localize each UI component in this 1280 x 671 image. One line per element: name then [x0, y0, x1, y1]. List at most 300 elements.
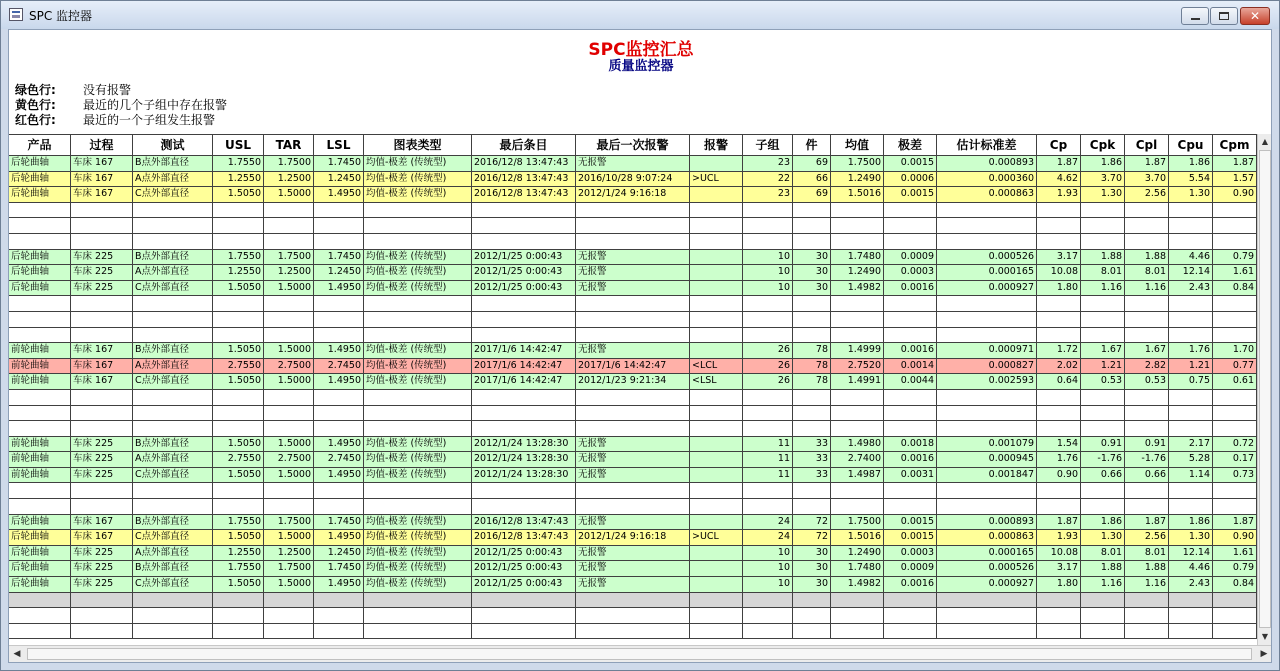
table-cell[interactable] [831, 421, 884, 436]
table-cell[interactable] [937, 218, 1037, 233]
table-cell[interactable] [937, 421, 1037, 436]
table-cell[interactable]: 1.87 [1125, 515, 1169, 530]
table-cell[interactable]: 均值-极差 (传统型) [364, 343, 472, 358]
table-cell[interactable]: 1.7450 [314, 250, 364, 265]
table-cell[interactable]: 1.88 [1125, 250, 1169, 265]
table-cell[interactable]: 1.4950 [314, 468, 364, 483]
table-cell[interactable]: 2.43 [1169, 281, 1213, 296]
table-cell[interactable]: 78 [793, 359, 831, 374]
table-cell[interactable] [884, 406, 937, 421]
table-cell[interactable] [743, 218, 793, 233]
table-cell[interactable] [1213, 499, 1257, 514]
table-cell[interactable] [472, 203, 576, 218]
table-cell[interactable]: 0.72 [1213, 437, 1257, 452]
table-cell[interactable]: 1.4999 [831, 343, 884, 358]
table-cell[interactable] [213, 328, 264, 343]
table-cell[interactable]: 1.5016 [831, 530, 884, 545]
table-cell[interactable] [133, 203, 213, 218]
table-cell[interactable] [884, 483, 937, 498]
table-cell[interactable]: 8.01 [1081, 265, 1125, 280]
table-cell[interactable]: 1.5050 [213, 530, 264, 545]
table-cell[interactable] [576, 593, 690, 608]
table-cell[interactable]: 23 [743, 156, 793, 171]
table-cell[interactable]: 0.000927 [937, 281, 1037, 296]
table-cell[interactable] [793, 328, 831, 343]
table-cell[interactable]: 车床 225 [71, 468, 133, 483]
table-cell[interactable]: 2.7450 [314, 452, 364, 467]
table-cell[interactable] [314, 234, 364, 249]
table-cell[interactable] [690, 608, 743, 623]
table-cell[interactable] [690, 156, 743, 171]
table-cell[interactable] [831, 296, 884, 311]
table-cell[interactable]: 1.61 [1213, 265, 1257, 280]
table-cell[interactable]: 1.7500 [831, 515, 884, 530]
table-cell[interactable]: 无报警 [576, 577, 690, 592]
table-row[interactable] [9, 593, 1257, 609]
table-cell[interactable] [1081, 312, 1125, 327]
table-cell[interactable]: 1.7480 [831, 250, 884, 265]
table-cell[interactable] [133, 328, 213, 343]
table-cell[interactable] [831, 483, 884, 498]
table-cell[interactable] [364, 483, 472, 498]
table-cell[interactable] [213, 421, 264, 436]
table-cell[interactable] [690, 234, 743, 249]
table-cell[interactable]: 1.7550 [213, 250, 264, 265]
table-row[interactable] [9, 172, 1257, 188]
table-cell[interactable]: 1.4982 [831, 577, 884, 592]
table-cell[interactable]: 1.86 [1169, 156, 1213, 171]
table-cell[interactable]: 1.7480 [831, 561, 884, 576]
table-cell[interactable] [743, 421, 793, 436]
table-cell[interactable] [793, 483, 831, 498]
table-cell[interactable] [364, 218, 472, 233]
table-cell[interactable] [690, 421, 743, 436]
table-cell[interactable]: 1.2490 [831, 172, 884, 187]
table-cell[interactable] [1169, 499, 1213, 514]
table-cell[interactable] [213, 234, 264, 249]
table-cell[interactable]: 均值-极差 (传统型) [364, 530, 472, 545]
table-cell[interactable] [71, 406, 133, 421]
table-cell[interactable]: 后轮曲轴 [9, 156, 71, 171]
table-cell[interactable]: 1.21 [1081, 359, 1125, 374]
table-cell[interactable] [1125, 421, 1169, 436]
table-cell[interactable]: 1.80 [1037, 281, 1081, 296]
table-cell[interactable]: C点外部直径 [133, 187, 213, 202]
table-cell[interactable] [793, 312, 831, 327]
table-cell[interactable] [133, 390, 213, 405]
table-cell[interactable]: 均值-极差 (传统型) [364, 468, 472, 483]
table-cell[interactable]: 后轮曲轴 [9, 515, 71, 530]
table-cell[interactable] [793, 608, 831, 623]
table-cell[interactable] [576, 390, 690, 405]
table-cell[interactable]: 2.56 [1125, 187, 1169, 202]
table-cell[interactable]: 0.90 [1213, 530, 1257, 545]
table-cell[interactable]: 5.54 [1169, 172, 1213, 187]
table-cell[interactable] [831, 406, 884, 421]
table-cell[interactable] [1037, 624, 1081, 639]
table-cell[interactable] [831, 218, 884, 233]
table-cell[interactable] [690, 437, 743, 452]
table-cell[interactable]: 车床 225 [71, 250, 133, 265]
table-cell[interactable] [576, 203, 690, 218]
table-cell[interactable] [1213, 593, 1257, 608]
table-cell[interactable] [1213, 203, 1257, 218]
table-cell[interactable]: -1.76 [1081, 452, 1125, 467]
table-cell[interactable]: 后轮曲轴 [9, 172, 71, 187]
table-cell[interactable] [1125, 296, 1169, 311]
table-cell[interactable]: 车床 167 [71, 530, 133, 545]
table-cell[interactable] [9, 328, 71, 343]
table-cell[interactable]: 0.84 [1213, 281, 1257, 296]
table-cell[interactable] [472, 312, 576, 327]
table-cell[interactable] [213, 608, 264, 623]
column-header[interactable]: 报警 [690, 135, 743, 155]
table-cell[interactable]: 1.2500 [264, 172, 314, 187]
table-cell[interactable]: 均值-极差 (传统型) [364, 172, 472, 187]
table-cell[interactable] [364, 406, 472, 421]
table-cell[interactable]: 0.0003 [884, 265, 937, 280]
table-cell[interactable] [472, 499, 576, 514]
table-cell[interactable]: 1.4950 [314, 281, 364, 296]
column-header[interactable]: 均值 [831, 135, 884, 155]
table-cell[interactable] [1125, 483, 1169, 498]
table-cell[interactable] [1213, 624, 1257, 639]
table-cell[interactable]: 24 [743, 515, 793, 530]
table-row[interactable] [9, 374, 1257, 390]
table-cell[interactable] [472, 608, 576, 623]
table-cell[interactable] [472, 296, 576, 311]
table-cell[interactable]: 30 [793, 281, 831, 296]
table-cell[interactable] [1081, 296, 1125, 311]
scroll-down-icon[interactable]: ▼ [1261, 632, 1269, 641]
table-row[interactable] [9, 390, 1257, 406]
table-cell[interactable]: 均值-极差 (传统型) [364, 281, 472, 296]
table-cell[interactable] [264, 218, 314, 233]
minimize-button[interactable] [1181, 7, 1209, 25]
table-cell[interactable] [831, 328, 884, 343]
table-cell[interactable] [213, 203, 264, 218]
table-cell[interactable]: 26 [743, 359, 793, 374]
table-cell[interactable]: 2.43 [1169, 577, 1213, 592]
table-cell[interactable] [133, 296, 213, 311]
table-cell[interactable] [690, 296, 743, 311]
table-cell[interactable]: 69 [793, 156, 831, 171]
table-cell[interactable] [937, 312, 1037, 327]
column-header[interactable]: Cpk [1081, 135, 1125, 155]
table-cell[interactable]: 2016/12/8 13:47:43 [472, 515, 576, 530]
table-cell[interactable] [576, 499, 690, 514]
table-cell[interactable]: B点外部直径 [133, 250, 213, 265]
table-cell[interactable] [743, 483, 793, 498]
table-cell[interactable]: 车床 225 [71, 452, 133, 467]
column-header[interactable]: 图表类型 [364, 135, 472, 155]
table-cell[interactable]: 1.4991 [831, 374, 884, 389]
table-cell[interactable]: 1.86 [1169, 515, 1213, 530]
table-cell[interactable]: 0.000360 [937, 172, 1037, 187]
table-cell[interactable] [793, 296, 831, 311]
table-cell[interactable]: 1.16 [1125, 281, 1169, 296]
table-cell[interactable] [133, 234, 213, 249]
table-cell[interactable]: 0.91 [1125, 437, 1169, 452]
table-cell[interactable]: 10 [743, 561, 793, 576]
table-cell[interactable] [743, 234, 793, 249]
table-cell[interactable]: 1.4950 [314, 577, 364, 592]
table-cell[interactable] [884, 499, 937, 514]
table-cell[interactable]: 1.2450 [314, 546, 364, 561]
table-cell[interactable] [1037, 483, 1081, 498]
table-cell[interactable] [793, 203, 831, 218]
table-cell[interactable]: 72 [793, 515, 831, 530]
table-cell[interactable] [1213, 312, 1257, 327]
table-cell[interactable] [364, 421, 472, 436]
table-cell[interactable] [576, 624, 690, 639]
table-cell[interactable] [831, 203, 884, 218]
table-cell[interactable]: 1.67 [1081, 343, 1125, 358]
table-cell[interactable] [1081, 593, 1125, 608]
table-cell[interactable]: 1.5050 [213, 281, 264, 296]
table-cell[interactable]: 前轮曲轴 [9, 374, 71, 389]
column-header[interactable]: 极差 [884, 135, 937, 155]
table-cell[interactable] [1213, 218, 1257, 233]
column-header[interactable]: USL [213, 135, 264, 155]
table-cell[interactable]: 0.002593 [937, 374, 1037, 389]
table-cell[interactable] [213, 296, 264, 311]
table-cell[interactable]: 0.64 [1037, 374, 1081, 389]
table-cell[interactable] [793, 406, 831, 421]
table-cell[interactable] [690, 406, 743, 421]
table-cell[interactable] [743, 593, 793, 608]
table-cell[interactable]: 1.2500 [264, 546, 314, 561]
table-cell[interactable]: 0.66 [1125, 468, 1169, 483]
table-cell[interactable] [831, 593, 884, 608]
table-cell[interactable]: 无报警 [576, 156, 690, 171]
table-cell[interactable]: 1.30 [1081, 530, 1125, 545]
table-cell[interactable] [743, 296, 793, 311]
table-cell[interactable] [1081, 608, 1125, 623]
table-cell[interactable]: 78 [793, 343, 831, 358]
table-row[interactable] [9, 561, 1257, 577]
table-row[interactable] [9, 234, 1257, 250]
table-cell[interactable] [1125, 234, 1169, 249]
table-cell[interactable]: 10 [743, 546, 793, 561]
table-cell[interactable]: 2016/12/8 13:47:43 [472, 172, 576, 187]
table-cell[interactable] [1125, 499, 1169, 514]
table-cell[interactable] [314, 421, 364, 436]
table-cell[interactable]: 1.2450 [314, 265, 364, 280]
table-cell[interactable] [9, 390, 71, 405]
table-cell[interactable] [71, 312, 133, 327]
table-cell[interactable]: 1.76 [1037, 452, 1081, 467]
table-cell[interactable]: 26 [743, 343, 793, 358]
table-cell[interactable] [1213, 608, 1257, 623]
table-cell[interactable]: 1.30 [1081, 187, 1125, 202]
table-cell[interactable]: 1.7500 [264, 250, 314, 265]
table-cell[interactable]: 2.7520 [831, 359, 884, 374]
table-cell[interactable] [264, 406, 314, 421]
table-cell[interactable] [133, 406, 213, 421]
table-cell[interactable]: 1.7500 [264, 561, 314, 576]
table-cell[interactable]: 0.0009 [884, 561, 937, 576]
table-cell[interactable] [884, 234, 937, 249]
table-cell[interactable]: B点外部直径 [133, 515, 213, 530]
table-row[interactable] [9, 406, 1257, 422]
table-cell[interactable] [690, 203, 743, 218]
table-cell[interactable] [1125, 203, 1169, 218]
table-cell[interactable] [1037, 218, 1081, 233]
column-header[interactable]: TAR [264, 135, 314, 155]
table-cell[interactable] [690, 250, 743, 265]
table-cell[interactable] [937, 390, 1037, 405]
table-cell[interactable]: 1.2490 [831, 265, 884, 280]
table-cell[interactable] [937, 234, 1037, 249]
table-cell[interactable]: 2012/1/25 0:00:43 [472, 281, 576, 296]
table-cell[interactable]: 30 [793, 577, 831, 592]
table-cell[interactable] [884, 203, 937, 218]
table-cell[interactable]: 车床 167 [71, 515, 133, 530]
table-cell[interactable] [314, 624, 364, 639]
table-cell[interactable]: <LSL [690, 374, 743, 389]
table-cell[interactable]: 均值-极差 (传统型) [364, 546, 472, 561]
table-cell[interactable]: 1.61 [1213, 546, 1257, 561]
maximize-button[interactable] [1210, 7, 1238, 25]
table-cell[interactable] [9, 203, 71, 218]
table-cell[interactable] [133, 483, 213, 498]
table-cell[interactable]: 车床 167 [71, 374, 133, 389]
table-cell[interactable] [9, 312, 71, 327]
table-cell[interactable]: 2012/1/25 0:00:43 [472, 577, 576, 592]
table-cell[interactable]: 1.30 [1169, 530, 1213, 545]
table-cell[interactable] [364, 234, 472, 249]
table-row[interactable] [9, 468, 1257, 484]
table-cell[interactable]: 车床 225 [71, 577, 133, 592]
app-icon[interactable] [9, 8, 23, 21]
table-cell[interactable]: 均值-极差 (传统型) [364, 187, 472, 202]
table-cell[interactable]: 1.7550 [213, 156, 264, 171]
table-cell[interactable]: 后轮曲轴 [9, 281, 71, 296]
table-cell[interactable] [831, 234, 884, 249]
table-cell[interactable]: 1.16 [1125, 577, 1169, 592]
table-cell[interactable]: 3.70 [1125, 172, 1169, 187]
table-row[interactable] [9, 328, 1257, 344]
table-cell[interactable] [1169, 483, 1213, 498]
table-cell[interactable] [1169, 624, 1213, 639]
table-cell[interactable]: 0.000165 [937, 546, 1037, 561]
table-cell[interactable]: 2.7550 [213, 359, 264, 374]
table-cell[interactable] [576, 218, 690, 233]
table-cell[interactable] [1169, 296, 1213, 311]
table-row[interactable] [9, 218, 1257, 234]
table-cell[interactable]: 1.2490 [831, 546, 884, 561]
table-cell[interactable]: 均值-极差 (传统型) [364, 156, 472, 171]
table-cell[interactable]: 2017/1/6 14:42:47 [472, 374, 576, 389]
table-cell[interactable]: 车床 225 [71, 265, 133, 280]
table-cell[interactable]: 0.0009 [884, 250, 937, 265]
table-cell[interactable] [1037, 421, 1081, 436]
table-cell[interactable] [690, 593, 743, 608]
table-row[interactable] [9, 499, 1257, 515]
table-cell[interactable]: 0.84 [1213, 577, 1257, 592]
table-cell[interactable] [1169, 593, 1213, 608]
table-cell[interactable] [9, 406, 71, 421]
table-cell[interactable] [9, 234, 71, 249]
table-cell[interactable] [9, 483, 71, 498]
table-cell[interactable] [9, 593, 71, 608]
table-cell[interactable]: 11 [743, 468, 793, 483]
table-cell[interactable]: 1.30 [1169, 187, 1213, 202]
table-cell[interactable] [690, 577, 743, 592]
table-cell[interactable] [1081, 390, 1125, 405]
table-cell[interactable] [1081, 421, 1125, 436]
table-cell[interactable] [364, 203, 472, 218]
table-row[interactable] [9, 452, 1257, 468]
table-cell[interactable] [743, 406, 793, 421]
table-cell[interactable] [314, 390, 364, 405]
table-row[interactable] [9, 437, 1257, 453]
column-header[interactable]: Cp [1037, 135, 1081, 155]
table-cell[interactable] [937, 406, 1037, 421]
table-cell[interactable] [9, 499, 71, 514]
table-cell[interactable]: 0.0016 [884, 452, 937, 467]
table-cell[interactable] [576, 328, 690, 343]
table-cell[interactable]: 无报警 [576, 468, 690, 483]
table-cell[interactable]: 2012/1/24 13:28:30 [472, 437, 576, 452]
table-cell[interactable]: 1.88 [1081, 561, 1125, 576]
table-cell[interactable] [1213, 328, 1257, 343]
table-cell[interactable]: >UCL [690, 530, 743, 545]
table-cell[interactable] [1037, 312, 1081, 327]
table-cell[interactable] [71, 421, 133, 436]
table-cell[interactable] [937, 203, 1037, 218]
table-row[interactable] [9, 577, 1257, 593]
table-cell[interactable] [884, 593, 937, 608]
table-cell[interactable]: 1.7500 [264, 156, 314, 171]
table-cell[interactable]: 2.56 [1125, 530, 1169, 545]
table-cell[interactable] [133, 499, 213, 514]
table-cell[interactable]: 0.000863 [937, 187, 1037, 202]
table-cell[interactable]: 前轮曲轴 [9, 437, 71, 452]
table-cell[interactable]: 10.08 [1037, 265, 1081, 280]
table-cell[interactable] [364, 296, 472, 311]
table-cell[interactable]: 1.2550 [213, 172, 264, 187]
table-cell[interactable] [71, 483, 133, 498]
table-cell[interactable] [1169, 328, 1213, 343]
table-cell[interactable] [71, 624, 133, 639]
table-cell[interactable] [1213, 483, 1257, 498]
table-cell[interactable]: 1.5050 [213, 343, 264, 358]
table-cell[interactable] [1213, 390, 1257, 405]
table-cell[interactable]: 0.0015 [884, 187, 937, 202]
table-row[interactable] [9, 624, 1257, 640]
table-cell[interactable]: 1.70 [1213, 343, 1257, 358]
table-cell[interactable]: 2017/1/6 14:42:47 [472, 359, 576, 374]
table-cell[interactable]: 2016/10/28 9:07:24 [576, 172, 690, 187]
table-cell[interactable] [9, 624, 71, 639]
table-cell[interactable] [576, 406, 690, 421]
table-cell[interactable] [1169, 203, 1213, 218]
table-cell[interactable]: 1.86 [1081, 515, 1125, 530]
table-cell[interactable] [576, 296, 690, 311]
column-header[interactable]: LSL [314, 135, 364, 155]
table-cell[interactable] [314, 328, 364, 343]
table-cell[interactable] [576, 421, 690, 436]
table-cell[interactable] [831, 312, 884, 327]
table-cell[interactable] [1125, 624, 1169, 639]
table-cell[interactable]: 1.57 [1213, 172, 1257, 187]
table-cell[interactable] [9, 218, 71, 233]
table-cell[interactable]: 33 [793, 468, 831, 483]
table-cell[interactable]: <LCL [690, 359, 743, 374]
table-cell[interactable]: 3.17 [1037, 250, 1081, 265]
